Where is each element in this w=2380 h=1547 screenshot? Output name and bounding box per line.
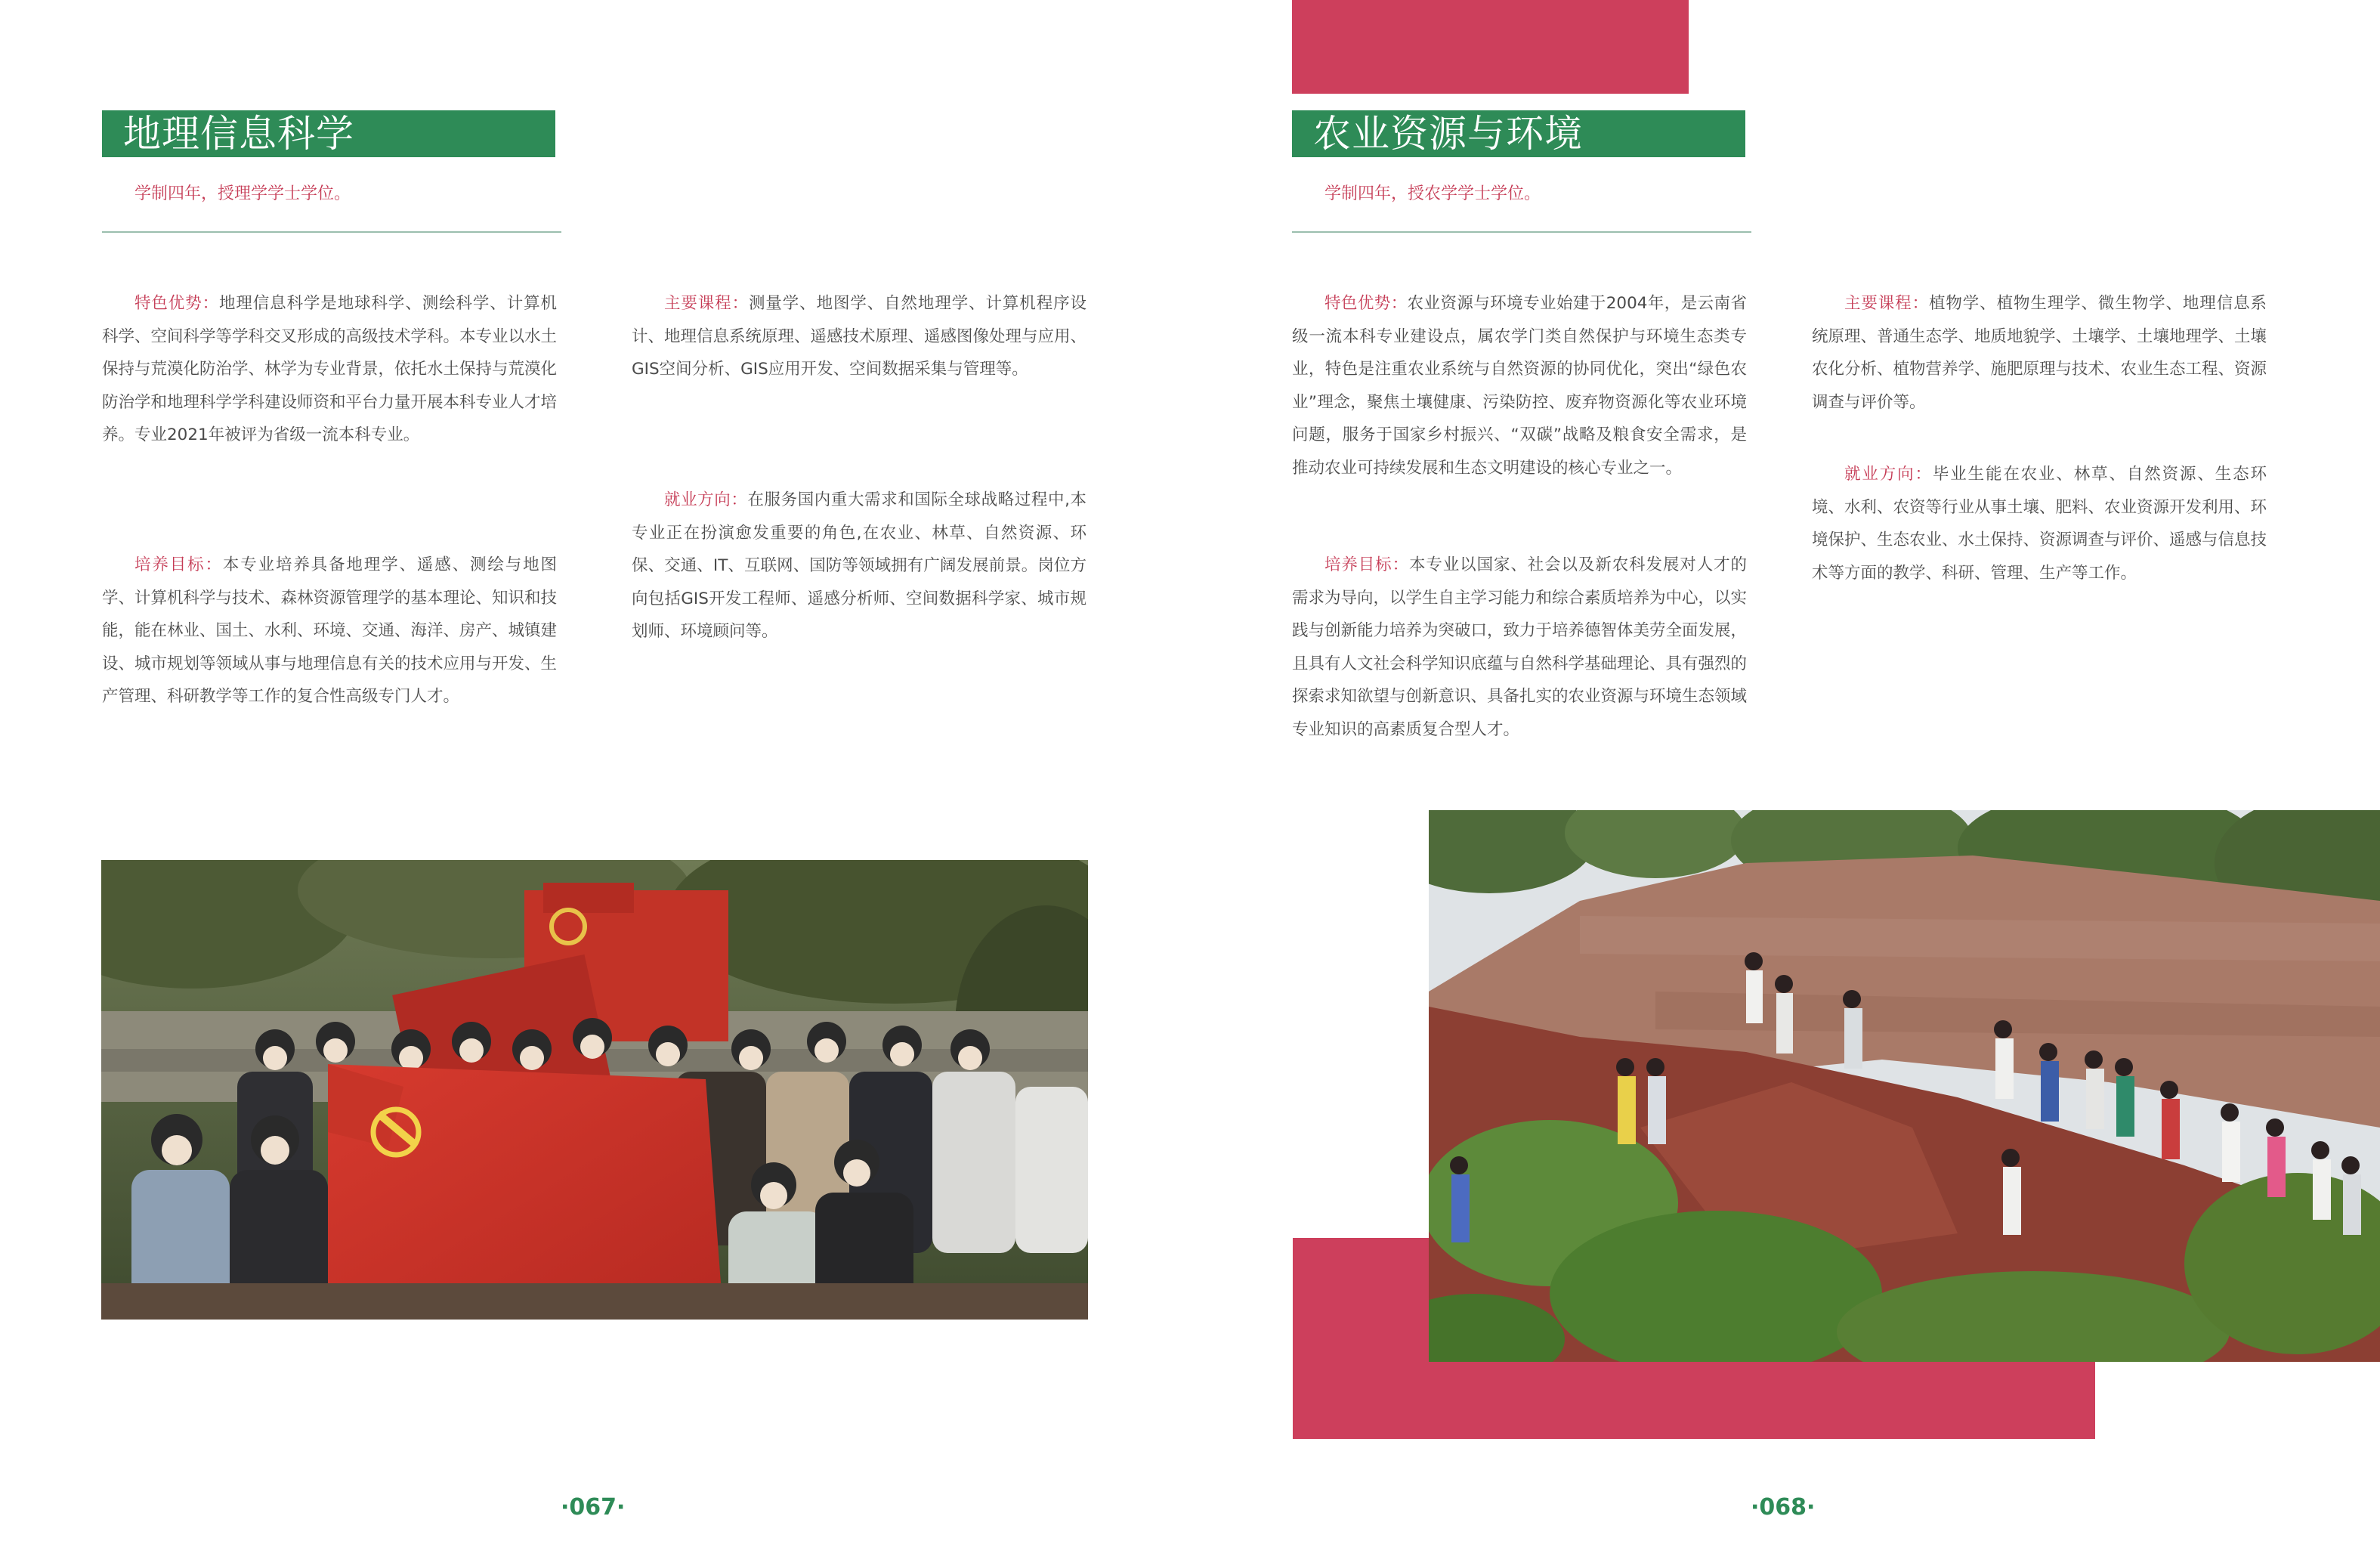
- employment-paragraph: [632, 484, 1086, 648]
- group-photo-image: [101, 860, 1088, 1320]
- page-right: [1190, 0, 2380, 1547]
- features-paragraph: [1292, 287, 1747, 484]
- courses-text: 测量学、地图学、自然地理学、计算机程序设计、地理信息系统原理、遥感技术原理、遥感图像处理与应用、GIS空间分析、GIS应用开发、空间数据采集与管理等。: [632, 294, 1087, 379]
- goals-paragraph: [1292, 549, 1747, 746]
- divider: [102, 231, 561, 233]
- courses-paragraph: [1812, 287, 2267, 419]
- features-paragraph: [102, 287, 557, 452]
- decorative-block-top: [1292, 0, 1689, 94]
- features-text: 农业资源与环境专业始建于2004年，是云南省级一流本科专业建设点，属农学门类自然保护与环境生态类专业，特色是注重农业系统与自然资源的协同优化，突出“绿色农业”理念，聚焦土壤健康、污染防控、废弃物资源化等农业环境问题，服务于国家乡村振兴、“双碳”战略及粮食安全需求，是推动农业可持续发展和生态文明建设的核心专业之一。: [1292, 294, 1747, 478]
- major-subtitle: 学制四年，授农学学士学位。: [1324, 184, 1541, 203]
- major-subtitle: 学制四年，授理学学士学位。: [134, 184, 351, 203]
- courses-text: 植物学、植物生理学、微生物学、地理信息系统原理、普通生态学、地质地貌学、土壤学、土壤地理学、土壤农化分析、植物营养学、施肥原理与技术、农业生态工程、资源调查与评价等。: [1812, 294, 2267, 412]
- divider: [1292, 231, 1751, 233]
- goals-text: 本专业培养具备地理学、遥感、测绘与地图学、计算机科学与技术、森林资源管理学的基本理论、知识和技能，能在林业、国土、水利、环境、交通、海洋、房产、城镇建设、城市规划等领域从事与地理信息有关的技术应用与开发、生产管理、科研教学等工作的复合性高级专门人才。: [102, 555, 558, 706]
- major-title: 农业资源与环境: [1292, 110, 1745, 157]
- courses-label: 主要课程：: [664, 294, 749, 313]
- employment-paragraph: [1812, 458, 2267, 589]
- features-label: 特色优势：: [1324, 294, 1408, 313]
- goals-label: 培养目标：: [134, 555, 223, 574]
- goals-label: 培养目标：: [1324, 555, 1409, 574]
- fieldwork-photo-image: [1429, 810, 2380, 1362]
- major-title: 地理信息科学: [102, 110, 555, 157]
- goals-paragraph: [102, 549, 557, 713]
- employment-label: 就业方向：: [664, 490, 748, 509]
- page-number: ·067·: [561, 1494, 626, 1521]
- employment-text: 在服务国内重大需求和国际全球战略过程中,本专业正在扮演愈发重要的角色,在农业、林草、自然资源、环保、交通、IT、互联网、国防等领域拥有广阔发展前景。岗位方向包括GIS开发工程师、遥感分析师、空间数据科学家、城市规划师、环境顾问等。: [632, 490, 1086, 641]
- employment-label: 就业方向：: [1844, 465, 1933, 484]
- courses-label: 主要课程：: [1844, 294, 1929, 313]
- page-number: ·068·: [1751, 1494, 1816, 1521]
- employment-text: 毕业生能在农业、林草、自然资源、生态环境、水利、农资等行业从事土壤、肥料、农业资源开发利用、环境保护、生态农业、水土保持、资源调查与评价、遥感与信息技术等方面的教学、科研、管理、生产等工作。: [1812, 465, 2267, 583]
- courses-paragraph: [632, 287, 1086, 386]
- goals-text: 本专业以国家、社会以及新农科发展对人才的需求为导向，以学生自主学习能力和综合素质培养为中心，以实践与创新能力培养为突破口，致力于培养德智体美劳全面发展，且具有人文社会科学知识底蕴与自然科学基础理论、具有强烈的探索求知欲望与创新意识、具备扎实的农业资源与环境生态领域专业知识的高素质复合型人才。: [1292, 555, 1748, 739]
- features-label: 特色优势：: [134, 294, 219, 313]
- features-text: 地理信息科学是地球科学、测绘科学、计算机科学、空间科学等学科交叉形成的高级技术学科。本专业以水土保持与荒漠化防治学、林学为专业背景，依托水土保持与荒漠化防治学和地理科学学科建设师资和平台力量开展本科专业人才培养。专业2021年被评为省级一流本科专业。: [102, 294, 558, 444]
